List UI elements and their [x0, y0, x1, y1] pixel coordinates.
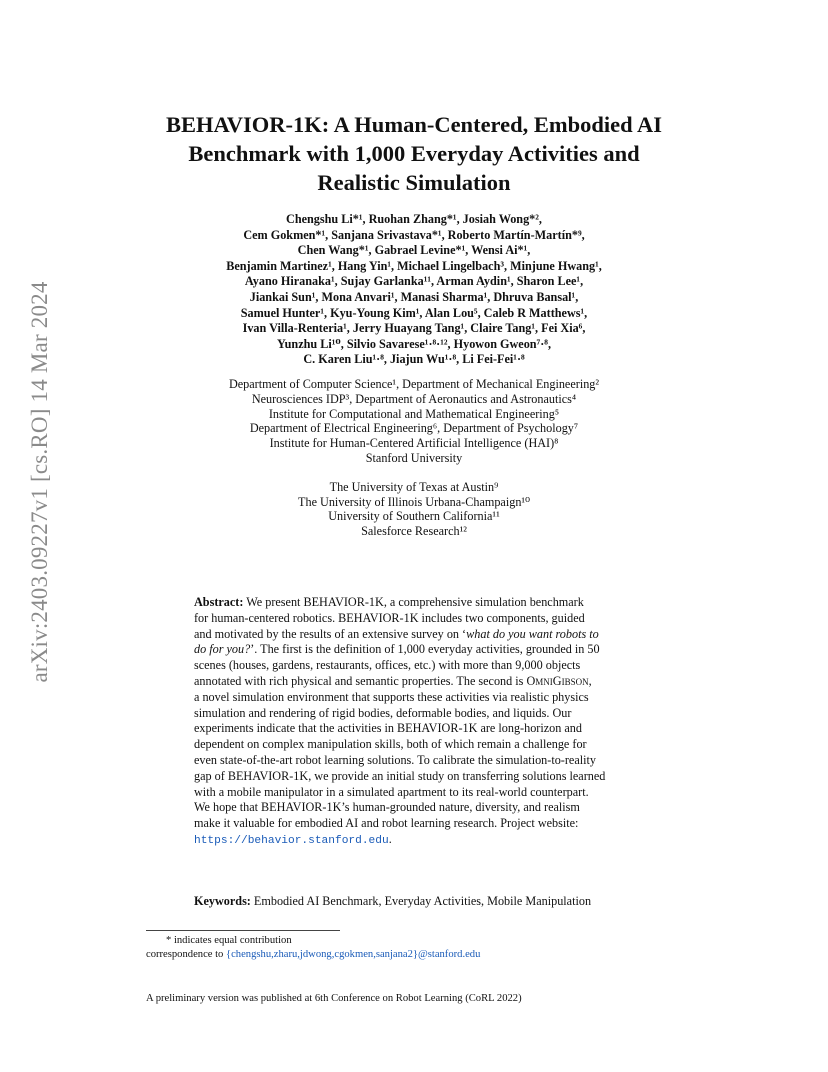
abstract-line: for human-centered robotics. BEHAVIOR-1K includes two components, guided — [194, 610, 585, 625]
affiliation-line: University of Southern California¹¹ — [328, 509, 500, 524]
survey-question: what do you want robots to — [466, 626, 599, 641]
abstract-line: make it valuable for embodied AI and robot learning research. Project website: — [194, 816, 579, 831]
abstract-text: . — [388, 831, 392, 846]
equal-contribution-note: * indicates equal contribution — [166, 935, 292, 946]
abstract-line: scenes (houses, gardens, restaurants, offices, etc.) with more than 9,000 objects — [194, 658, 581, 673]
affiliation-line: Institute for Computational and Mathematical Engineering⁵ — [268, 406, 560, 421]
author-line: Jiankai Sun¹, Mona Anvari¹, Manasi Sharma¹, Dhruva Bansal¹, — [249, 289, 579, 304]
abstract-line: even state-of-the-art robot learning solutions. To calibrate the simulation-to-reality — [194, 752, 596, 767]
affiliation-line: The University of Texas at Austin⁹ — [329, 479, 499, 494]
abstract-line: a novel simulation environment that supports these activities via realistic physics — [194, 689, 589, 704]
abstract-text: We present BEHAVIOR-1K, a comprehensive simulation benchmark — [243, 595, 584, 609]
affiliation-line: The University of Illinois Urbana-Champaign¹⁰ — [298, 494, 530, 509]
affiliation-line: Department of Electrical Engineering⁶, Department of Psychology⁷ — [249, 421, 579, 436]
paper-title — [120, 110, 708, 197]
abstract — [194, 595, 634, 850]
abstract-line: dependent on complex manipulation skills, both of which remain a challenge for — [194, 737, 587, 752]
footnotes — [146, 934, 666, 962]
author-line: Benjamin Martinez¹, Hang Yin¹, Michael Lingelbach³, Minjune Hwang¹, — [226, 258, 602, 273]
abstract-line — [194, 674, 634, 690]
abstract-line: experiments indicate that the activities in BEHAVIOR-1K are long-horizon and — [194, 721, 582, 736]
affiliation-spacer — [140, 466, 688, 480]
abstract-line: gap of BEHAVIOR-1K, we provide an initial study on transferring solutions learned — [194, 768, 606, 783]
abstract-line — [194, 595, 634, 611]
author-line: Cem Gokmen*¹, Sanjana Srivastava*¹, Roberto Martín-Martín*⁹, — [243, 227, 585, 242]
affiliation-line: Department of Computer Science¹, Department of Mechanical Engineering² — [228, 377, 600, 391]
author-line: Yunzhu Li¹⁰, Silvio Savarese¹·⁸·¹², Hyowon Gweon⁷·⁸, — [276, 336, 552, 351]
correspondence-email-link[interactable]: {chengshu,zharu,jdwong,cgokmen,sanjana2}@stanford.edu — [226, 948, 481, 960]
affiliation-line: Stanford University — [365, 450, 463, 465]
abstract-text: , — [588, 673, 592, 688]
abstract-text: ’. The first is the definition of 1,000 everyday activities, grounded in 50 — [250, 642, 600, 657]
author-line: Chengshu Li*¹, Ruohan Zhang*¹, Josiah Wong*², — [286, 212, 542, 226]
affiliation-line: Institute for Human-Centered Artificial Intelligence (HAI)⁸ — [269, 436, 559, 451]
preliminary-version-note: A preliminary version was published at 6th Conference on Robot Learning (CoRL 2022) — [146, 993, 522, 1004]
affiliations — [140, 377, 688, 539]
title-line: Benchmark with 1,000 Everyday Activities and — [188, 141, 640, 166]
abstract-line — [194, 832, 634, 850]
omnigibson-name: OmniGibson — [526, 673, 589, 688]
abstract-line: with a mobile manipulator in a simulated apartment to its real-world counterpart. — [194, 784, 589, 799]
abstract-text: and motivated by the results of an extensive survey on ‘ — [194, 626, 467, 641]
author-line: Chen Wang*¹, Gabrael Levine*¹, Wensi Ai*¹, — [297, 243, 531, 258]
survey-question: do for you? — [194, 642, 251, 657]
author-line: Ivan Villa-Renteria¹, Jerry Huayang Tang¹, Claire Tang¹, Fei Xia⁶, — [242, 321, 586, 336]
author-list — [140, 212, 688, 368]
abstract-line — [194, 642, 634, 658]
affiliation-line: Neurosciences IDP³, Department of Aeronautics and Astronautics⁴ — [251, 391, 577, 406]
correspondence-prefix: correspondence to — [146, 948, 227, 960]
project-website-link[interactable]: https://behavior.stanford.edu — [194, 834, 389, 847]
correspondence-note — [146, 948, 666, 962]
footnote-divider — [146, 930, 340, 931]
keywords — [194, 894, 654, 910]
arxiv-identifier-text: arXiv:2403.09227v1 [cs.RO] 14 Mar 2024 — [27, 281, 52, 683]
title-line: Realistic Simulation — [317, 170, 511, 195]
abstract-text: annotated with rich physical and semantic properties. The second is — [194, 673, 527, 688]
title-line: BEHAVIOR-1K: A Human-Centered, Embodied AI — [165, 112, 663, 137]
abstract-line — [194, 627, 634, 643]
affiliation-line: Salesforce Research¹² — [361, 524, 467, 539]
author-line: C. Karen Liu¹·⁸, Jiajun Wu¹·⁸, Li Fei-Fei¹·⁸ — [303, 352, 525, 367]
arxiv-identifier — [20, 281, 60, 683]
author-line: Samuel Hunter¹, Kyu-Young Kim¹, Alan Lou⁵, Caleb R Matthews¹, — [240, 305, 588, 320]
abstract-line: We hope that BEHAVIOR-1K’s human-grounded nature, diversity, and realism — [194, 800, 580, 815]
abstract-line: simulation and rendering of rigid bodies, deformable bodies, and liquids. Our — [194, 705, 572, 720]
keywords-text: Embodied AI Benchmark, Everyday Activities, Mobile Manipulation — [250, 894, 592, 908]
keywords-label: Keywords: — [194, 894, 251, 908]
abstract-label: Abstract: — [194, 595, 244, 609]
author-line: Ayano Hiranaka¹, Sujay Garlanka¹¹, Arman Aydin¹, Sharon Lee¹, — [244, 274, 584, 289]
